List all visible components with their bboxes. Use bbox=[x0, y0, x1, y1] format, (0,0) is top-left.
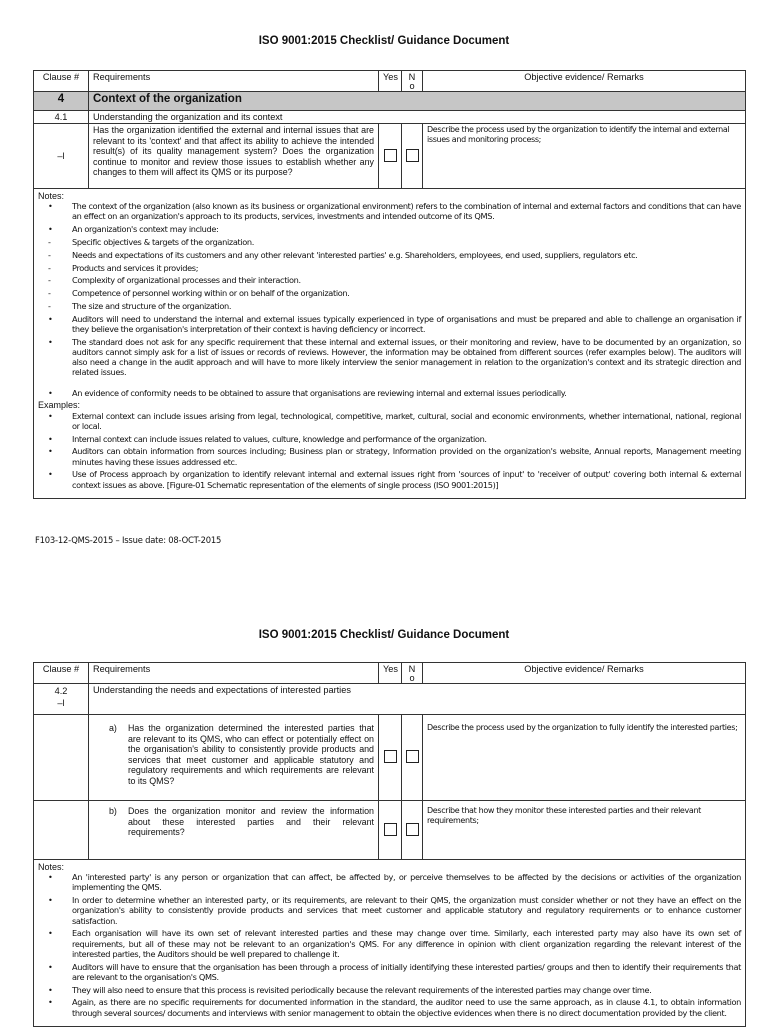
bullet-marker: • bbox=[48, 446, 53, 457]
notes-row bbox=[34, 860, 746, 1027]
list-item-text: Internal context can include issues related to values, culture, knowledge and performance of the organization. bbox=[72, 433, 487, 444]
yes-cell bbox=[379, 801, 402, 860]
no-header: N o bbox=[402, 663, 423, 684]
list-item-text: Needs and expectations of its customers and any other relevant 'interested parties' e.g. Shareholders, employees, end used, suppliers, regulators etc. bbox=[72, 249, 638, 260]
yes-cell bbox=[379, 124, 402, 189]
section-row bbox=[34, 92, 746, 111]
no-cell bbox=[402, 715, 423, 801]
list-item bbox=[38, 872, 741, 892]
question-a: a) Has the organization determined the interested parties that are relevant to its QMS, who can effect or potentially effect on the organisation's ability to consistently provide products and services that meet customer and applicable statutory and regulatory requirements and which requirements are relevant to its QMS? bbox=[89, 715, 379, 801]
subsection-row bbox=[34, 684, 746, 715]
evidence-text: Describe the process used by the organization to identify the internal and external issues and monitoring process; bbox=[423, 124, 746, 189]
list-item-text: An evidence of conformity needs to be obtained to assure that organisations are reviewing internal and external issues periodically. bbox=[72, 387, 567, 398]
bullet-marker: • bbox=[48, 928, 53, 939]
notes-label: Notes: bbox=[38, 191, 65, 201]
list-item bbox=[38, 469, 741, 489]
bullet-marker: • bbox=[48, 433, 53, 444]
list-item bbox=[38, 224, 741, 234]
list-item-text: Auditors will have to ensure that the organisation has been through a process of initially identifying these interested parties/ groups and then to identify their requirements that are relevant to the organisation's QMS. bbox=[72, 961, 741, 982]
list-item bbox=[38, 275, 741, 285]
bullet-marker: • bbox=[48, 895, 53, 906]
list-item bbox=[38, 962, 741, 982]
list-item bbox=[38, 895, 741, 926]
clause-mark: –l bbox=[57, 698, 65, 708]
notes-list bbox=[38, 872, 741, 1018]
bullet-marker: - bbox=[48, 288, 51, 299]
subsection-title: Understanding the needs and expectations of interested parties bbox=[89, 684, 746, 715]
subsection-number: 4.1 bbox=[34, 111, 89, 124]
clause-header: Clause # bbox=[34, 663, 89, 684]
list-item-text: Competence of personnel working within or on behalf of the organization. bbox=[72, 288, 350, 299]
list-item bbox=[38, 314, 741, 334]
document-title: ISO 9001:2015 Checklist/ Guidance Document bbox=[258, 35, 510, 47]
examples-label: Examples: bbox=[38, 400, 81, 411]
checklist-table-4-1 bbox=[33, 70, 746, 499]
evidence-header: Objective evidence/ Remarks bbox=[423, 663, 746, 684]
bullet-marker: • bbox=[48, 224, 53, 235]
bullet-marker: • bbox=[48, 984, 53, 995]
question-row-b bbox=[34, 801, 746, 860]
list-item-text: The standard does not ask for any specific requirement that these internal and external issues, or their monitoring and review, have to be documented by an organization, so auditors cannot simply ask for a list of issues or records of reviews. However, the information may be obtained from different sources (refer examples below). The auditors will also need a change in the audit approach and will have to more likely interview the senior management in relation to the organization's context and its strategic direction and related issues. bbox=[72, 336, 741, 378]
list-item bbox=[38, 446, 741, 466]
list-item-text: In order to determine whether an interested party, or its requirements, are relevant to their QMS, the organization must consider whether or not they have an effect on the organization's ability to consistently provide products and services that meet customer and applicable statutory and regulatory requirements or to enhance customer satisfaction. bbox=[72, 895, 741, 926]
question-row bbox=[34, 124, 746, 189]
list-item bbox=[38, 250, 741, 260]
bullet-marker: • bbox=[48, 313, 53, 324]
no-checkbox[interactable] bbox=[406, 149, 419, 162]
no-checkbox-a[interactable] bbox=[406, 750, 419, 763]
bullet-marker: - bbox=[48, 275, 51, 286]
list-item bbox=[38, 997, 741, 1017]
evidence-header: Objective evidence/ Remarks bbox=[423, 71, 746, 92]
list-item bbox=[38, 434, 741, 444]
list-item-text: An 'interested party' is any person or organization that can affect, be affected by, or perceive themselves to be affected by the decisions or activities of the organization implementing the QMS. bbox=[72, 872, 741, 893]
list-item-text: The size and structure of the organization. bbox=[72, 300, 232, 311]
list-item-text: Complexity of organizational processes and their interaction. bbox=[72, 275, 301, 286]
yes-header: Yes bbox=[379, 663, 402, 684]
table-header-row bbox=[34, 71, 746, 92]
list-item bbox=[38, 985, 741, 995]
requirements-header: Requirements bbox=[89, 71, 379, 92]
list-item-text: External context can include issues arising from legal, technological, competitive, market, cultural, social and economic environments, whether international, national, regional or local. bbox=[72, 410, 741, 431]
bullet-marker: • bbox=[48, 387, 53, 398]
footer-text: F103-12-QMS-2015 – Issue date: 08-OCT-2015 bbox=[35, 535, 222, 545]
clause-mark: –l bbox=[34, 124, 89, 189]
list-item-text: The context of the organization (also known as its business or organizational environment) refers to the combination of internal and external factors and conditions that can have an effect on an organization's approach to its products, services, investments and intended outcome of its QMS. bbox=[72, 201, 741, 222]
bullet-marker: - bbox=[48, 237, 51, 247]
yes-checkbox-a[interactable] bbox=[384, 750, 397, 763]
subsection-row bbox=[34, 111, 746, 124]
notes-list bbox=[38, 201, 741, 398]
yes-header: Yes bbox=[379, 71, 402, 92]
clause-header: Clause # bbox=[34, 71, 89, 92]
list-item-text: Products and services it provides; bbox=[72, 262, 199, 273]
bullet-marker: - bbox=[48, 300, 51, 311]
question-row-a bbox=[34, 715, 746, 801]
yes-checkbox[interactable] bbox=[384, 149, 397, 162]
blank-clause-cell bbox=[34, 801, 89, 860]
no-header: N o bbox=[402, 71, 423, 92]
list-item-text: They will also need to ensure that this process is revisited periodically because the relevant requirements of the interested parties may change over time. bbox=[72, 984, 652, 995]
list-item bbox=[38, 201, 741, 221]
list-item-text: Specific objectives & targets of the organization. bbox=[72, 237, 255, 247]
list-item-text: Each organisation will have its own set of relevant interested parties and these may change over time. Similarly, each interested party may also have its own set of requirements, but all of these may not be relevant to an organization's QMS. For any difference in opinion with client organization regarding the relevant interest of the interested parties, the Auditors should be well prepared to challenge it. bbox=[72, 928, 741, 959]
evidence-a: Describe the process used by the organization to fully identify the interested parties; bbox=[423, 715, 746, 801]
checklist-table-4-2 bbox=[33, 662, 746, 1027]
no-cell bbox=[402, 124, 423, 189]
list-item-text: Use of Process approach by organization to identify relevant internal and external issues right from 'sources of input' to 'receiver of output' covering both internal & external context issues as above. [Figure-01 Schematic representation of the elements of single process (ISO 9001:2015)] bbox=[72, 469, 741, 490]
list-item bbox=[38, 237, 741, 247]
bullet-marker: • bbox=[48, 961, 53, 972]
question-text: Has the organization identified the external and internal issues that are relevant to its 'context' and that affect its ability to achieve the intended result(s) of its quality management system? Does the organization continue to monitor and review those issues to establish whether any changes to them will affect its QMS or its purpose? bbox=[89, 124, 379, 189]
blank-clause-cell bbox=[34, 715, 89, 801]
list-item bbox=[38, 288, 741, 298]
section-number: 4 bbox=[34, 92, 89, 111]
question-b: b) Does the organization monitor and review the information about these interested parties and their relevant requirements? bbox=[89, 801, 379, 860]
bullet-marker: • bbox=[48, 201, 53, 212]
list-item bbox=[38, 337, 741, 378]
notes-label: Notes: bbox=[38, 862, 65, 872]
list-item bbox=[38, 301, 741, 311]
list-item-text: Again, as there are no specific requirements for documented information in the standard, the auditor need to use the same approach, as in clause 4.1, to obtain information through several sources/ documents and interviews with senior management to obtain the objective evidences when there is no direct documentation provided by the client. bbox=[72, 997, 741, 1018]
notes-cell bbox=[34, 189, 746, 499]
notes-cell bbox=[34, 860, 746, 1027]
evidence-b: Describe that how they monitor these interested parties and their relevant requirements; bbox=[423, 801, 746, 860]
list-item bbox=[38, 388, 741, 398]
requirements-header: Requirements bbox=[89, 663, 379, 684]
bullet-marker: • bbox=[48, 410, 53, 421]
notes-row bbox=[34, 189, 746, 499]
list-item-text: An organization's context may include: bbox=[72, 224, 219, 235]
section-title: Context of the organization bbox=[89, 92, 746, 111]
bullet-marker: • bbox=[48, 469, 53, 480]
list-item-text: Auditors can obtain information from sources including; Business plan or strategy, Information provided on the organization's website, Annual reports, Management meeting minutes having these issues addressed etc. bbox=[72, 446, 741, 467]
bullet-marker: • bbox=[48, 997, 53, 1008]
list-item bbox=[38, 263, 741, 273]
yes-cell bbox=[379, 715, 402, 801]
bullet-marker: - bbox=[48, 249, 51, 260]
no-checkbox-b[interactable] bbox=[406, 823, 419, 836]
bullet-marker: - bbox=[48, 262, 51, 273]
document-title: ISO 9001:2015 Checklist/ Guidance Document bbox=[258, 629, 510, 641]
list-item-text: Auditors will need to understand the internal and external issues typically experienced in type of organisations and must be prepared and able to challenge an organisation if they believe the organisation's interpretation of their context is having deficiency or incorrect. bbox=[72, 313, 741, 334]
no-cell bbox=[402, 801, 423, 860]
bullet-marker: • bbox=[48, 336, 53, 347]
yes-checkbox-b[interactable] bbox=[384, 823, 397, 836]
subsection-title: Understanding the organization and its context bbox=[89, 111, 746, 124]
table-header-row bbox=[34, 663, 746, 684]
subsection-number: 4.2 –l bbox=[34, 684, 89, 715]
examples-list bbox=[38, 411, 741, 490]
list-item bbox=[38, 928, 741, 959]
bullet-marker: • bbox=[48, 872, 53, 883]
list-item bbox=[38, 411, 741, 431]
